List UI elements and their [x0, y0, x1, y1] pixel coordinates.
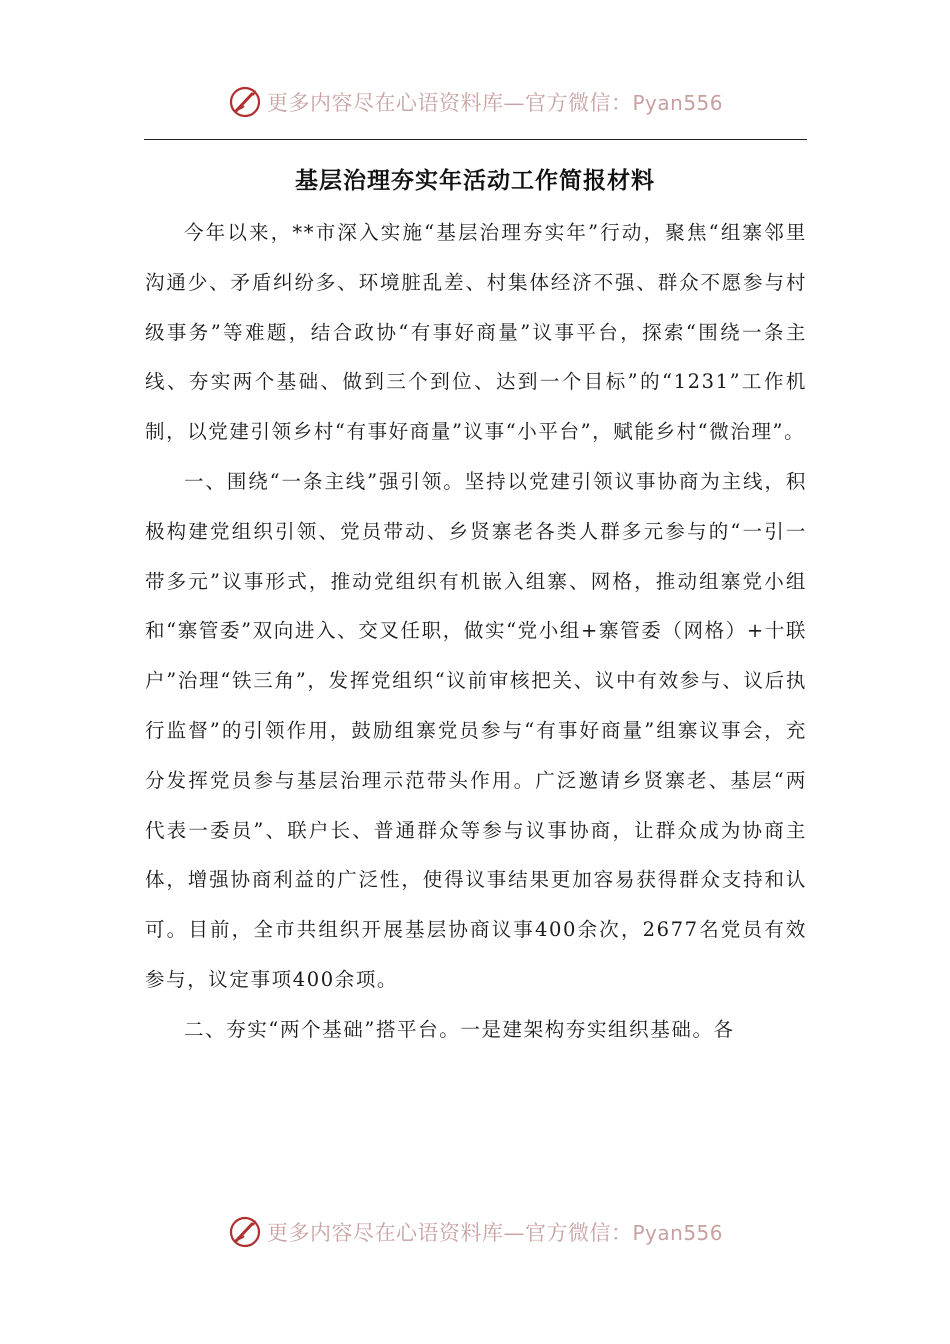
- paragraph-section-2: 二、夯实“两个基础”搭平台。一是建架构夯实组织基础。各: [184, 1017, 735, 1041]
- paragraph-section-1: 一、围绕“一条主线”强引领。坚持以党建引领议事协商为主线，积极构建党组织引领、党员带动、乡贤寨老各类人群多元参与的“一引一带多元”议事形式，推动党组织有机嵌入组寨、网格，推动组寨党小组和“寨管委”双向进入、交叉任职，做实“党小组+寨管委（网格）+十联户”治理“铁三角”，发挥党组织“议前审核把关、议中有效参与、议后执行监督”的引领作用，鼓励组寨党员参与“有事好商量”组寨议事会，充分发挥党员参与基层治理示范带头作用。广泛邀请乡贤寨老、基层“两代表一委员”、联户长、普通群众等参与议事协商，让群众成为协商主体，增强协商利益的广泛性，使得议事结果更加容易获得群众支持和认可。目前，全市共组织开展基层协商议事400余次，2677名党员有效参与，议定事项400余项。: [145, 469, 807, 991]
- watermark-wechat: Pyan556: [632, 91, 723, 115]
- watermark-banner-top: [0, 80, 950, 124]
- watermark-text: 更多内容尽在心语资料库—官方微信：Pyan556: [266, 91, 723, 115]
- header-rule: [144, 139, 807, 140]
- document-body: [145, 208, 807, 1055]
- watermark-wechat: Pyan556: [632, 1221, 723, 1245]
- paragraph-intro: 今年以来，**市深入实施“基层治理夯实年”行动，聚焦“组寨邻里沟通少、矛盾纠纷多、环境脏乱差、村集体经济不强、群众不愿参与村级事务”等难题，结合政协“有事好商量”议事平台，探索“围绕一条主线、夯实两个基础、做到三个到位、达到一个目标”的“1231”工作机制，以党建引领乡村“有事好商量”议事“小平台”，赋能乡村“微治理”。: [145, 221, 807, 444]
- watermark-text: 更多内容尽在心语资料库—官方微信：Pyan556: [266, 1221, 723, 1245]
- pen-logo-icon: [227, 84, 263, 120]
- pen-logo-icon: [227, 1214, 263, 1250]
- watermark-banner-bottom: [0, 1210, 950, 1254]
- document-title: 基层治理夯实年活动工作简报材料: [295, 168, 655, 194]
